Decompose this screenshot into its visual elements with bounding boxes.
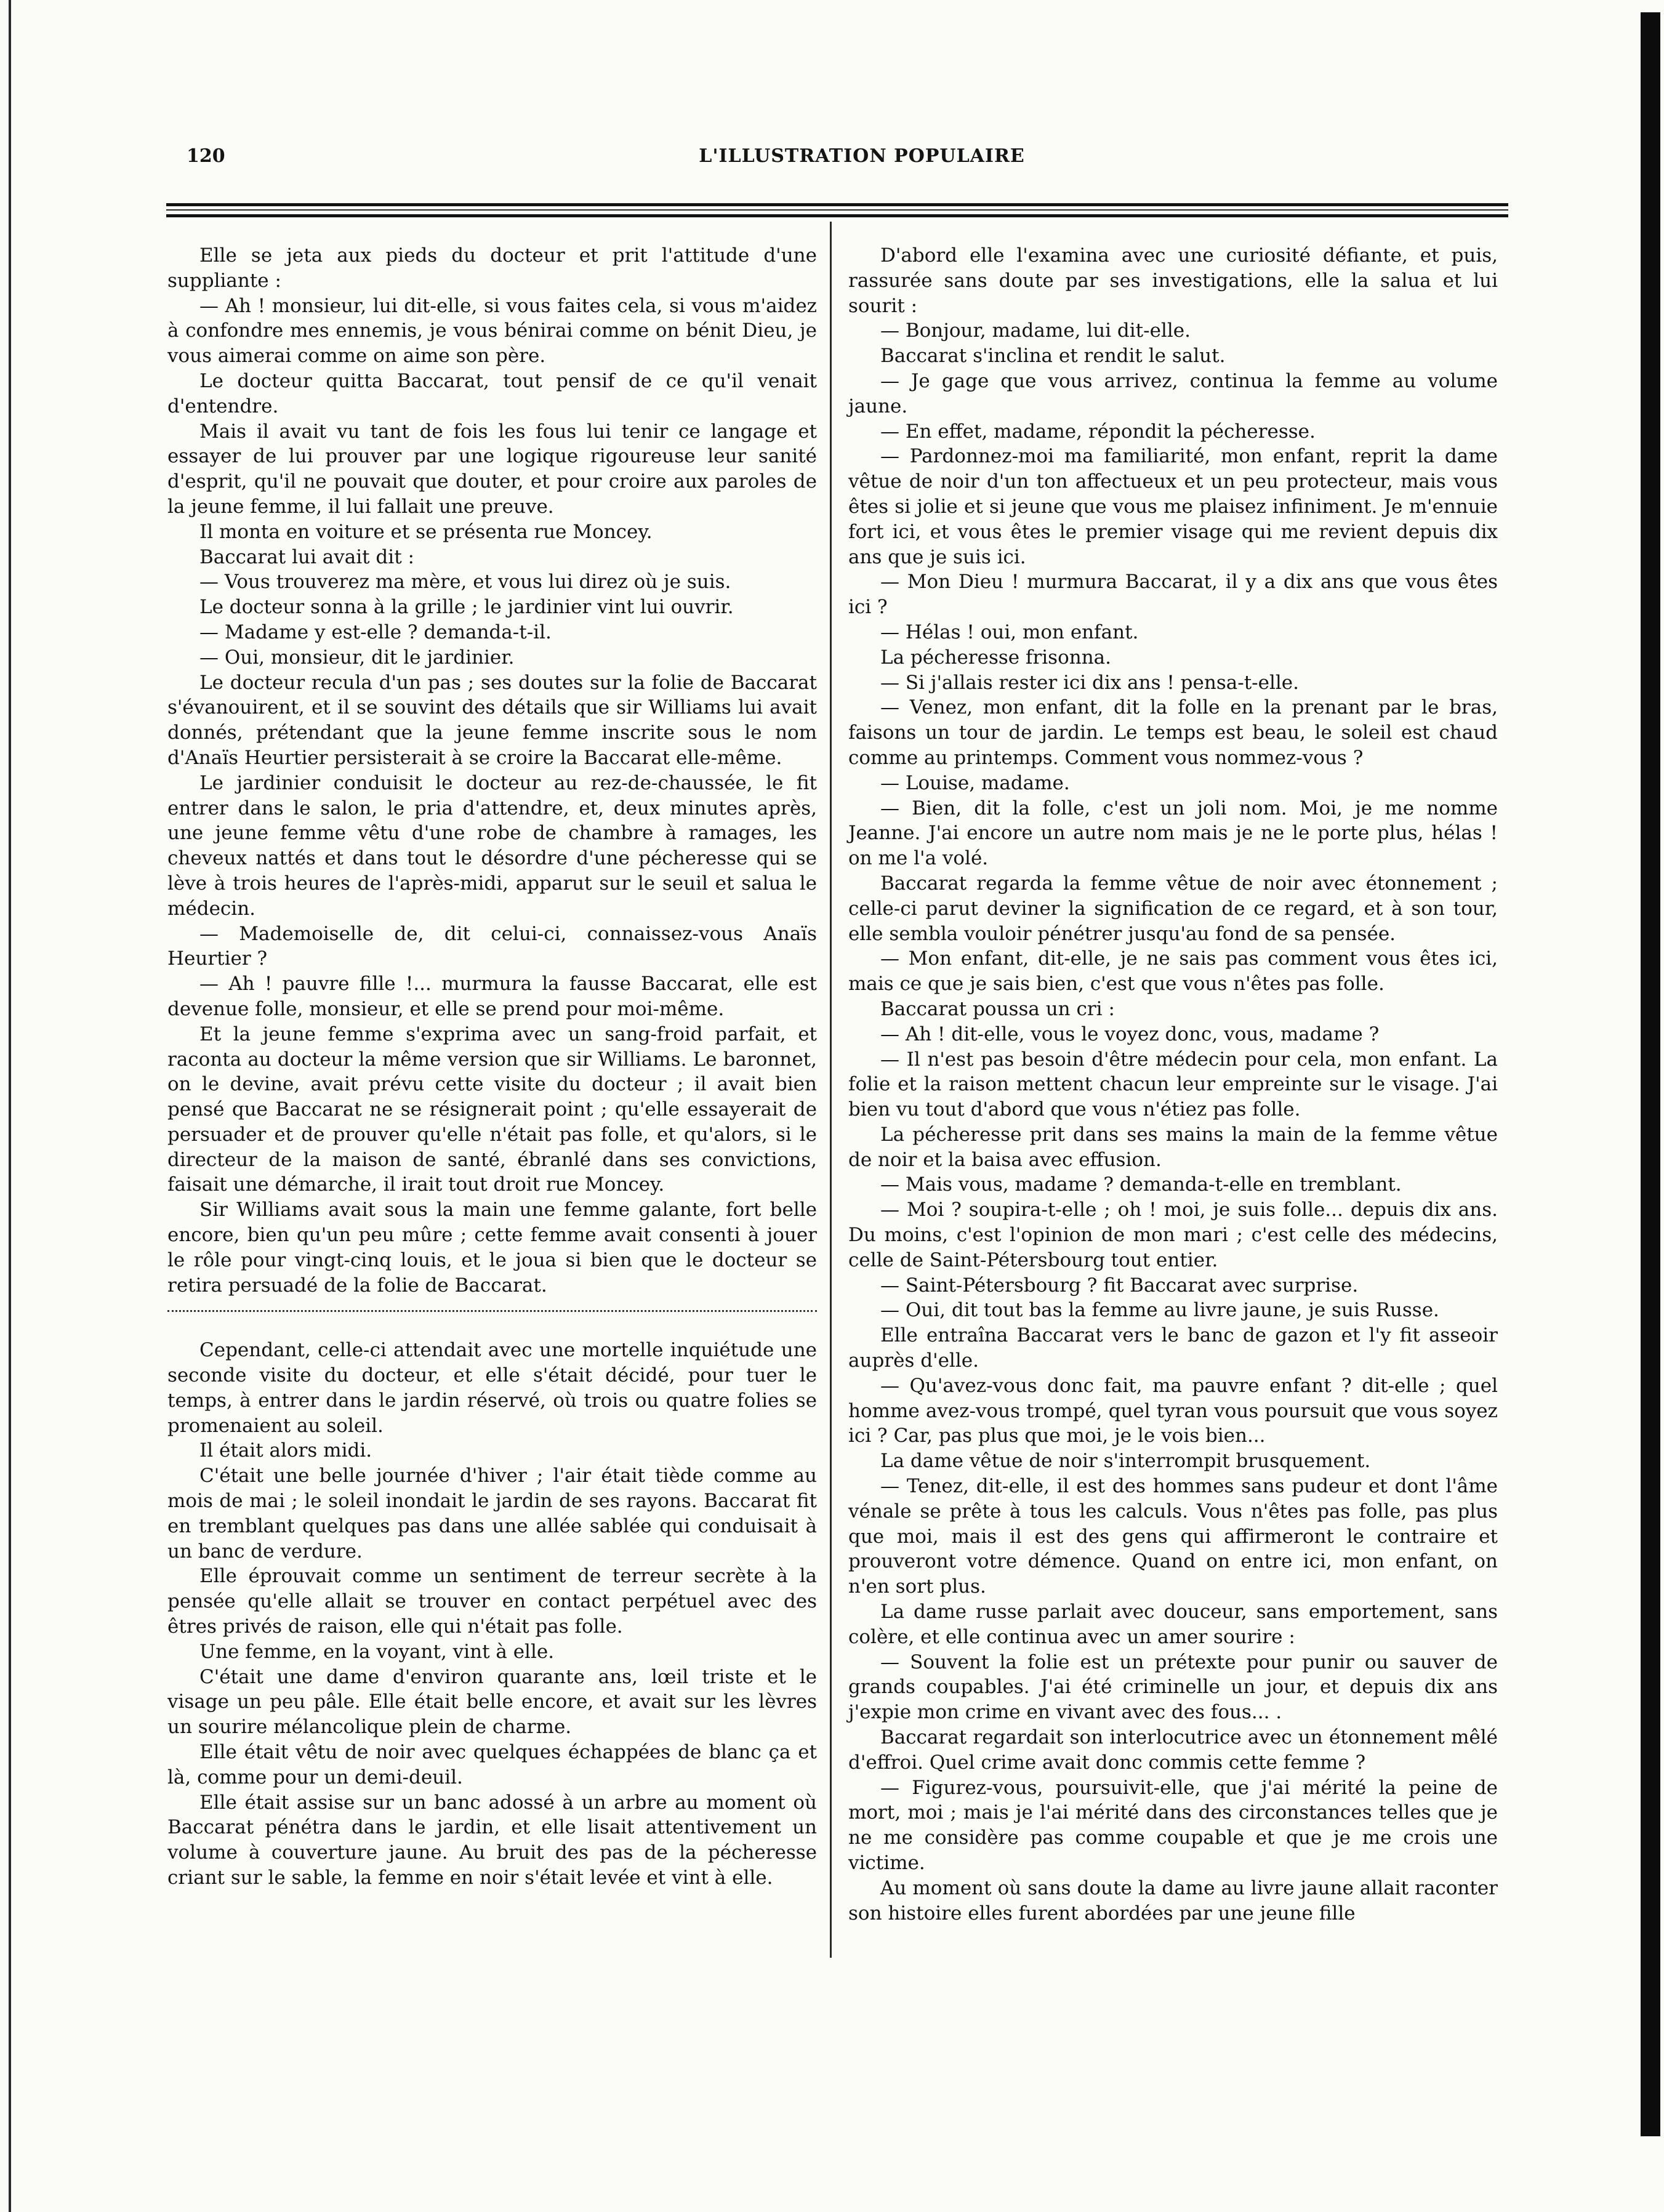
paragraph: Une femme, en la voyant, vint à elle. — [199, 1640, 555, 1663]
paragraph: — Je gage que vous arrivez, continua la femme au volume jaune. — [848, 369, 1498, 417]
paragraph: Baccarat lui avait dit : — [199, 545, 414, 568]
paragraph: — Bonjour, madame, lui dit-elle. — [880, 320, 1191, 342]
paragraph: Cependant, celle-ci attendait avec une mortelle inquiétude une seconde visite du docteur, et elle s'était décidé, pour tuer le temps, à entrer dans le jardin réservé, où trois ou quatre folies se promenaient au soleil. — [167, 1339, 817, 1437]
paragraph: Mais il avait vu tant de fois les fous lui tenir ce langage et essayer de lui prouver par une logique rigoureuse leur sanité d'esprit, qu'il ne pouvait que douter, et pour croire aux paroles de la jeune femme, il lui fallait une preuve. — [167, 420, 817, 518]
paragraph: Et la jeune femme s'exprima avec un sang-froid parfait, et raconta au docteur la même version que sir Williams. Le baronnet, on le devine, avait prévu cette visite du docteur ; il avait bien pensé que Baccarat ne se résignerait point ; qu'elle essayerait de persuader et de prouver qu'elle n'était pas folle, et qu'alors, si le directeur de la maison de santé, ébranlé dans ses convictions, faisait une démarche, il irait tout droit rue Moncey. — [167, 1023, 817, 1196]
paragraph: — Louise, madame. — [880, 771, 1070, 794]
paragraph: — Figurez-vous, poursuivit-elle, que j'ai mérité la peine de mort, moi ; mais je l'ai mérité dans des circonstances telles que je ne me considère pas comme coupable et que je me crois une victime. — [848, 1776, 1498, 1874]
paragraph: — Vous trouverez ma mère, et vous lui direz où je suis. — [199, 571, 731, 593]
scan-left-edge — [9, 0, 11, 2212]
paragraph: La dame russe parlait avec douceur, sans emportement, sans colère, et elle continua avec un amer sourire : — [848, 1601, 1498, 1648]
paragraph: — Qu'avez-vous donc fait, ma pauvre enfant ? dit-elle ; quel homme avez-vous trompé, quel tyran vous poursuit que vous soyez ici ? Car, pas plus que moi, je le vois bien... — [848, 1374, 1498, 1447]
paragraph: Le docteur quitta Baccarat, tout pensif de ce qu'il venait d'entendre. — [167, 369, 817, 417]
paragraph: C'était une belle journée d'hiver ; l'air était tiède comme au mois de mai ; le soleil inondait le jardin de ses rayons. Baccarat fit en tremblant quelques pas dans une allée sablée qui conduisait à un banc de verdure. — [167, 1465, 817, 1562]
paragraph: — Il n'est pas besoin d'être médecin pour cela, mon enfant. La folie et la raison mettent chacun leur empreinte sur le visage. J'ai bien vu tout d'abord que vous n'étiez pas folle. — [848, 1048, 1498, 1121]
paragraph: Il était alors midi. — [199, 1439, 372, 1462]
header-rule-top — [166, 203, 1508, 206]
scan-right-edge — [1641, 12, 1660, 2136]
column-divider — [830, 222, 832, 1958]
paragraph: — Mademoiselle de, dit celui-ci, connaissez-vous Anaïs Heurtier ? — [167, 922, 817, 970]
paragraph: — Ah ! monsieur, lui dit-elle, si vous faites cela, si vous m'aidez à confondre mes ennemis, je vous bénirai comme on bénit Dieu, je vous aimerai comme on aime son père. — [167, 294, 817, 368]
paragraph: — Mais vous, madame ? demanda-t-elle en tremblant. — [880, 1173, 1402, 1196]
paragraph: — Saint-Pétersbourg ? fit Baccarat avec surprise. — [880, 1274, 1359, 1297]
paragraph: — Tenez, dit-elle, il est des hommes sans pudeur et dont l'âme vénale se prête à tous les calculs. Vous n'êtes pas folle, pas plus que moi, mais il est des gens qui affirmeront le contraire et prouveront votre démence. Quand on entre ici, mon enfant, on n'en sort plus. — [848, 1475, 1498, 1598]
paragraph: La pécheresse frisonna. — [880, 646, 1112, 669]
left-column — [167, 243, 817, 1891]
paragraph: Baccarat regardait son interlocutrice avec un étonnement mêlé d'effroi. Quel crime avait donc commis cette femme ? — [848, 1726, 1498, 1774]
header-rule-bottom — [166, 214, 1508, 217]
paragraph: Elle entraîna Baccarat vers le banc de gazon et l'y fit asseoir auprès d'elle. — [848, 1324, 1498, 1372]
paragraph: Le docteur recula d'un pas ; ses doutes sur la folie de Baccarat s'évanouirent, et il se souvint des détails que sir Williams lui avait donnés, prétendant que la jeune femme inscrite sous le nom d'Anaïs Heurtier persisterait à se croire la Baccarat elle-même. — [167, 671, 817, 769]
paragraph: Elle était vêtu de noir avec quelques échappées de blanc ça et là, comme pour un demi-deuil. — [167, 1741, 817, 1788]
section-separator — [167, 1298, 817, 1323]
paragraph: — Souvent la folie est un prétexte pour punir ou sauver de grands coupables. J'ai été criminelle un jour, et depuis dix ans j'expie mon crime en vivant avec des fous... . — [848, 1651, 1498, 1724]
paragraph: — Venez, mon enfant, dit la folle en la prenant par le bras, faisons un tour de jardin. Le temps est beau, le soleil est chaud comme au printemps. Comment vous nommez-vous ? — [848, 696, 1498, 769]
paragraph: — Pardonnez-moi ma familiarité, mon enfant, reprit la dame vêtue de noir d'un ton affectueux et un peu protecteur, mais vous êtes si jolie et si jeune que vous me plaisez infiniment. Je m'ennuie fort ici, et vous êtes le premier visage qui me revient depuis dix ans que je suis ici. — [848, 445, 1498, 568]
paragraph: — Si j'allais rester ici dix ans ! pensa-t-elle. — [880, 671, 1300, 694]
paragraph: C'était une dame d'environ quarante ans, lœil triste et le visage un peu pâle. Elle était belle encore, et avait sur les lèvres un sourire mélancolique plein de charme. — [167, 1665, 817, 1739]
paragraph: — Ah ! dit-elle, vous le voyez donc, vous, madame ? — [880, 1023, 1380, 1045]
paragraph: Il monta en voiture et se présenta rue Moncey. — [199, 520, 653, 543]
paragraph: Baccarat s'inclina et rendit le salut. — [880, 345, 1226, 368]
paragraph: Sir Williams avait sous la main une femme galante, fort belle encore, bien qu'un peu mûre ; cette femme avait consenti à jouer le rôle pour vingt-cinq louis, et le joua si bien que le docteur se retira persuadé de la folie de Baccarat. — [167, 1199, 817, 1297]
paragraph: — Oui, dit tout bas la femme au livre jaune, je suis Russe. — [880, 1299, 1439, 1322]
section-gap — [167, 1323, 817, 1338]
paragraph: Le docteur sonna à la grille ; le jardinier vint lui ouvrir. — [199, 596, 734, 619]
header-rule-middle — [166, 209, 1508, 211]
paragraph: Elle éprouvait comme un sentiment de terreur secrète à la pensée qu'elle allait se trouver en contact perpétuel avec des êtres privés de raison, elle qui n'était pas folle. — [167, 1565, 817, 1638]
paragraph: — Madame y est-elle ? demanda-t-il. — [199, 621, 552, 643]
paragraph: — Mon enfant, dit-elle, je ne sais pas comment vous êtes ici, mais ce que je sais bien, c'est que vous n'êtes pas folle. — [848, 947, 1498, 995]
page-number: 120 — [187, 145, 225, 167]
paragraph: — Mon Dieu ! murmura Baccarat, il y a dix ans que vous êtes ici ? — [848, 571, 1498, 619]
paragraph: — Hélas ! oui, mon enfant. — [880, 621, 1139, 643]
paragraph: Baccarat regarda la femme vêtue de noir avec étonnement ; celle-ci parut deviner la signification de ce regard, et à son tour, elle sembla vouloir pénétrer jusqu'au fond de sa pensée. — [848, 872, 1498, 945]
paragraph: Au moment où sans doute la dame au livre jaune allait raconter son histoire elles furent abordées par une jeune fille — [848, 1876, 1498, 1924]
paragraph: La dame vêtue de noir s'interrompit brusquement. — [880, 1450, 1371, 1473]
paragraph: — Oui, monsieur, dit le jardinier. — [199, 646, 515, 669]
paragraph: Elle se jeta aux pieds du docteur et prit l'attitude d'une suppliante : — [167, 244, 817, 292]
running-title: L'ILLUSTRATION POPULAIRE — [699, 145, 1025, 167]
paragraph: D'abord elle l'examina avec une curiosité défiante, et puis, rassurée sans doute par ses investigations, elle la salua et lui sourit : — [848, 244, 1498, 317]
paragraph: Le jardinier conduisit le docteur au rez-de-chaussée, le fit entrer dans le salon, le pria d'attendre, et, deux minutes après, une jeune femme vêtu d'une robe de chambre à ramages, les cheveux nattés et dans tout le désordre d'une pécheresse qui se lève à trois heures de l'après-midi, apparut sur le seuil et salua le médecin. — [167, 771, 817, 920]
paragraph: — Bien, dit la folle, c'est un joli nom. Moi, je me nomme Jeanne. J'ai encore un autre nom mais je ne le porte plus, hélas ! on me l'a volé. — [848, 797, 1498, 870]
paragraph: — Ah ! pauvre fille !... murmura la fausse Baccarat, elle est devenue folle, monsieur, et elle se prend pour moi-même. — [167, 973, 817, 1020]
paragraph: La pécheresse prit dans ses mains la main de la femme vêtue de noir et la baisa avec effusion. — [848, 1123, 1498, 1171]
paragraph: Elle était assise sur un banc adossé à un arbre au moment où Baccarat pénétra dans le jardin, et elle lisait attentivement un volume à couverture jaune. Au bruit des pas de la pécheresse criant sur le sable, la femme en noir s'était levée et vint à elle. — [167, 1791, 817, 1889]
paragraph: — Moi ? soupira-t-elle ; oh ! moi, je suis folle... depuis dix ans. Du moins, c'est l'opinion de mon mari ; c'est celle des médecins, celle de Saint-Pétersbourg tout entier. — [848, 1199, 1498, 1271]
right-column — [848, 243, 1498, 1926]
paragraph: Baccarat poussa un cri : — [880, 997, 1115, 1020]
paragraph: — En effet, madame, répondit la pécheresse. — [880, 420, 1316, 443]
